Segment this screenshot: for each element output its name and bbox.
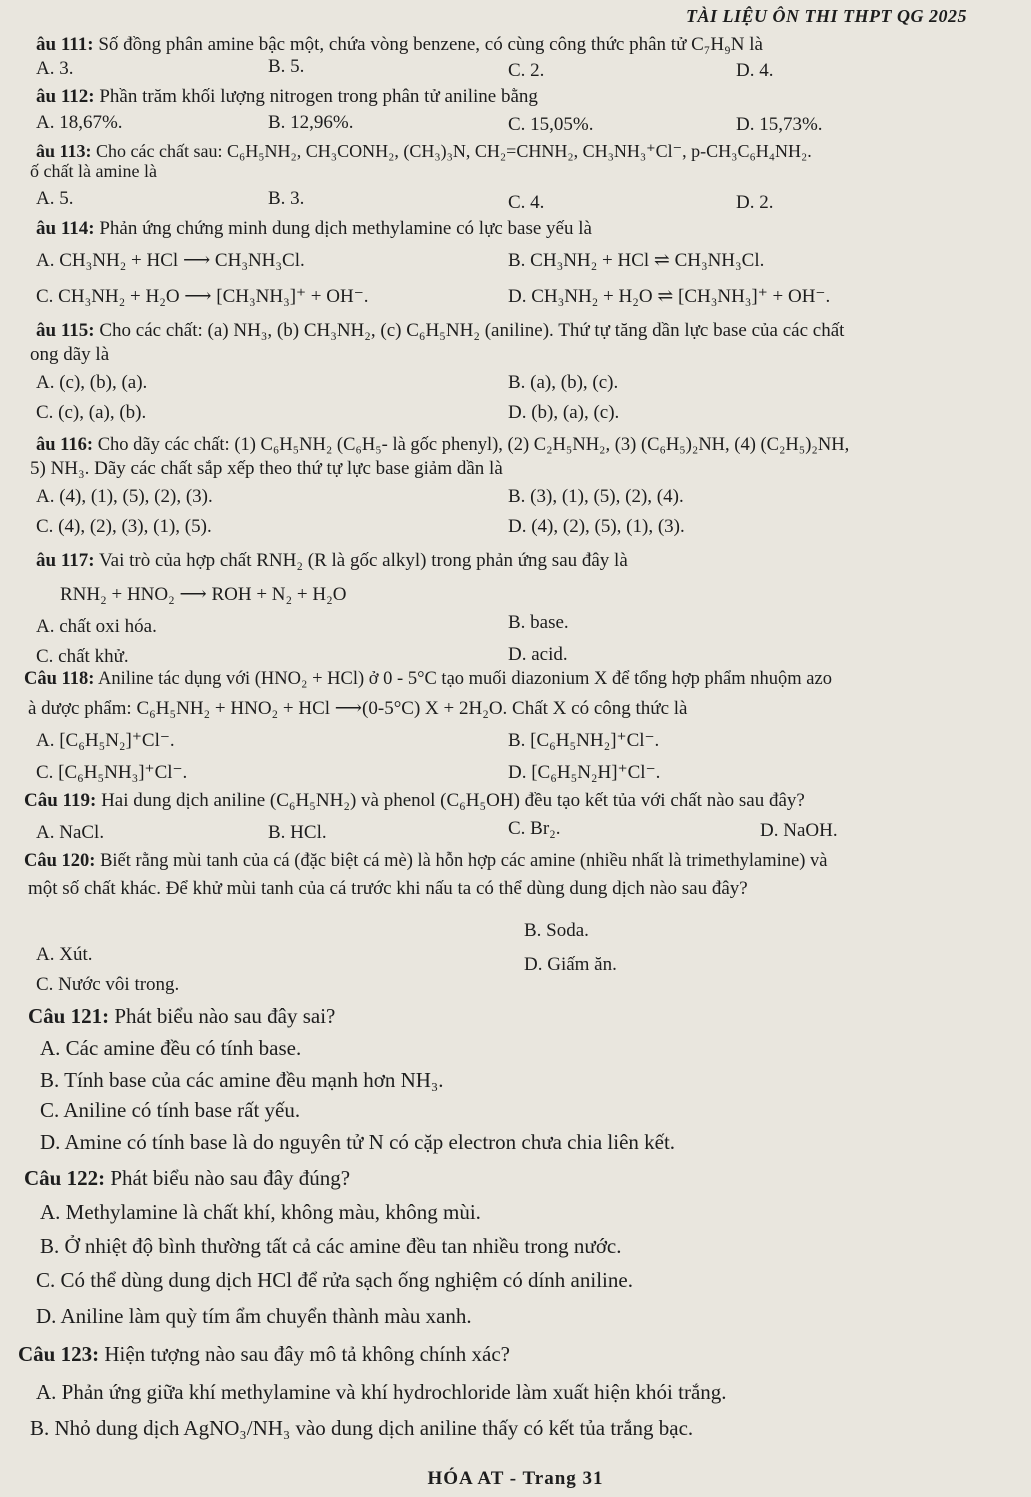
q118-option-c: C. [C₆H₅NH₃]⁺Cl⁻. [36,762,188,783]
page-footer: HÓA AT - Trang 31 [427,1468,604,1489]
q111-option-a: A. 3. [36,58,74,79]
q121-option-c: C. Aniline có tính base rất yếu. [40,1098,301,1122]
q117-option-d: D. acid. [508,644,568,665]
q112-option-c: C. 15,05%. [508,114,594,135]
question-117-equation: RNH₂ + HNO₂ ⟶ ROH + N₂ + H₂O [60,584,347,605]
q113-option-d: D. 2. [736,192,774,213]
q111-option-d: D. 4. [736,60,774,81]
q121-option-b: B. Tính base của các amine đều mạnh hơn NH₃. [40,1068,444,1092]
q119-option-c: C. Br₂. [508,818,561,839]
q111-option-b: B. 5. [268,56,305,77]
question-118: Câu 118: Aniline tác dụng với (HNO₂ + HCl) ở 0 - 5°C tạo muối diazonium X để tổng hợp phẩm nhuộm azo [24,669,832,689]
q120-option-c: C. Nước vôi trong. [36,974,180,995]
question-115: âu 115: Cho các chất: (a) NH₃, (b) CH₃NH₂, (c) C₆H₅NH₂ (aniline). Thứ tự tăng dần lực base của các chất [36,320,845,341]
question-120-cont: một số chất khác. Để khử mùi tanh của cá trước khi nấu ta có thể dùng dung dịch nào sau đây? [28,878,748,899]
q116-option-d: D. (4), (2), (5), (1), (3). [508,516,685,537]
q122-option-a: A. Methylamine là chất khí, không màu, không mùi. [40,1200,481,1224]
q115-option-d: D. (b), (a), (c). [508,402,620,423]
q120-option-a: A. Xút. [36,944,93,965]
question-119: Câu 119: Hai dung dịch aniline (C₆H₅NH₂) và phenol (C₆H₅OH) đều tạo kết tủa với chất nào sau đây? [24,790,805,811]
question-122: Câu 122: Phát biểu nào sau đây đúng? [24,1166,351,1190]
q116-option-c: C. (4), (2), (3), (1), (5). [36,516,212,537]
q111-option-c: C. 2. [508,60,545,81]
question-116-cont: 5) NH₃. Dãy các chất sắp xếp theo thứ tự lực base giảm dần là [30,458,503,479]
q118-option-d: D. [C₆H₅N₂H]⁺Cl⁻. [508,762,661,783]
q118-option-b: B. [C₆H₅NH₂]⁺Cl⁻. [508,730,660,751]
question-115-cont: ong dãy là [30,344,110,365]
q118-option-a: A. [C₆H₅N₂]⁺Cl⁻. [36,730,175,751]
q114-option-d: D. CH₃NH₂ + H₂O ⇌ [CH₃NH₃]⁺ + OH⁻. [508,286,831,307]
q114-option-b: B. CH₃NH₂ + HCl ⇌ CH₃NH₃Cl. [508,250,765,271]
q113-option-c: C. 4. [508,192,545,213]
page-header: TÀI LIỆU ÔN THI THPT QG 2025 [686,6,967,26]
question-112: âu 112: Phần trăm khối lượng nitrogen trong phân tử aniline bằng [36,86,538,107]
q117-option-b: B. base. [508,612,569,633]
question-120: Câu 120: Biết rằng mùi tanh của cá (đặc biệt cá mè) là hỗn hợp các amine (nhiều nhất là trimethylamine) và [24,851,828,871]
q120-option-d: D. Giấm ăn. [524,954,617,975]
q112-option-d: D. 15,73%. [736,114,823,135]
question-113: âu 113: Cho các chất sau: C₆H₅NH₂, CH₃CONH₂, (CH₃)₃N, CH₂=CHNH₂, CH₃NH₃⁺Cl⁻, p-CH₃C₆H₄NH₂. [36,141,812,161]
question-111: âu 111: Số đồng phân amine bậc một, chứa vòng benzene, có cùng công thức phân tử C₇H₉N là [36,34,763,55]
q119-option-b: B. HCl. [268,822,327,843]
q123-option-b: B. Nhỏ dung dịch AgNO₃/NH₃ vào dung dịch aniline thấy có kết tủa trắng bạc. [30,1416,694,1440]
q113-option-b: B. 3. [268,188,305,209]
q119-option-a: A. NaCl. [36,822,105,843]
q122-option-b: B. Ở nhiệt độ bình thường tất cả các amine đều tan nhiều trong nước. [40,1234,622,1258]
q115-option-b: B. (a), (b), (c). [508,372,619,393]
question-121: Câu 121: Phát biểu nào sau đây sai? [28,1004,336,1028]
q117-option-c: C. chất khử. [36,646,129,667]
q114-option-a: A. CH₃NH₂ + HCl ⟶ CH₃NH₃Cl. [36,250,305,271]
question-117: âu 117: Vai trò của hợp chất RNH₂ (R là gốc alkyl) trong phản ứng sau đây là [36,550,628,571]
question-113-cont: ố chất là amine là [30,161,157,181]
q117-option-a: A. chất oxi hóa. [36,616,157,637]
q121-option-d: D. Amine có tính base là do nguyên tử N có cặp electron chưa chia liên kết. [40,1130,676,1154]
q116-option-b: B. (3), (1), (5), (2), (4). [508,486,684,507]
question-123: Câu 123: Hiện tượng nào sau đây mô tả không chính xác? [18,1342,510,1366]
q116-option-a: A. (4), (1), (5), (2), (3). [36,486,213,507]
q122-option-c: C. Có thể dùng dung dịch HCl để rửa sạch ống nghiệm có dính aniline. [36,1268,633,1292]
q119-option-d: D. NaOH. [760,820,838,841]
question-114: âu 114: Phản ứng chứng minh dung dịch methylamine có lực base yếu là [36,218,592,239]
q113-option-a: A. 5. [36,188,74,209]
q112-option-b: B. 12,96%. [268,112,354,133]
q112-option-a: A. 18,67%. [36,112,123,133]
q115-option-a: A. (c), (b), (a). [36,372,148,393]
question-116: âu 116: Cho dãy các chất: (1) C₆H₅NH₂ (C₆H₅- là gốc phenyl), (2) C₂H₅NH₂, (3) (C₆H₅)₂NH, (4) (C₂H₅)₂NH, [36,435,850,455]
question-118-cont: à dược phẩm: C₆H₅NH₂ + HNO₂ + HCl ⟶(0-5°C) X + 2H₂O. Chất X có công thức là [28,698,688,719]
q123-option-a: A. Phản ứng giữa khí methylamine và khí hydrochloride làm xuất hiện khói trắng. [36,1380,727,1404]
q121-option-a: A. Các amine đều có tính base. [40,1036,302,1060]
q122-option-d: D. Aniline làm quỳ tím ẩm chuyển thành màu xanh. [36,1304,472,1328]
q115-option-c: C. (c), (a), (b). [36,402,147,423]
q114-option-c: C. CH₃NH₂ + H₂O ⟶ [CH₃NH₃]⁺ + OH⁻. [36,286,369,307]
q120-option-b: B. Soda. [524,920,589,941]
